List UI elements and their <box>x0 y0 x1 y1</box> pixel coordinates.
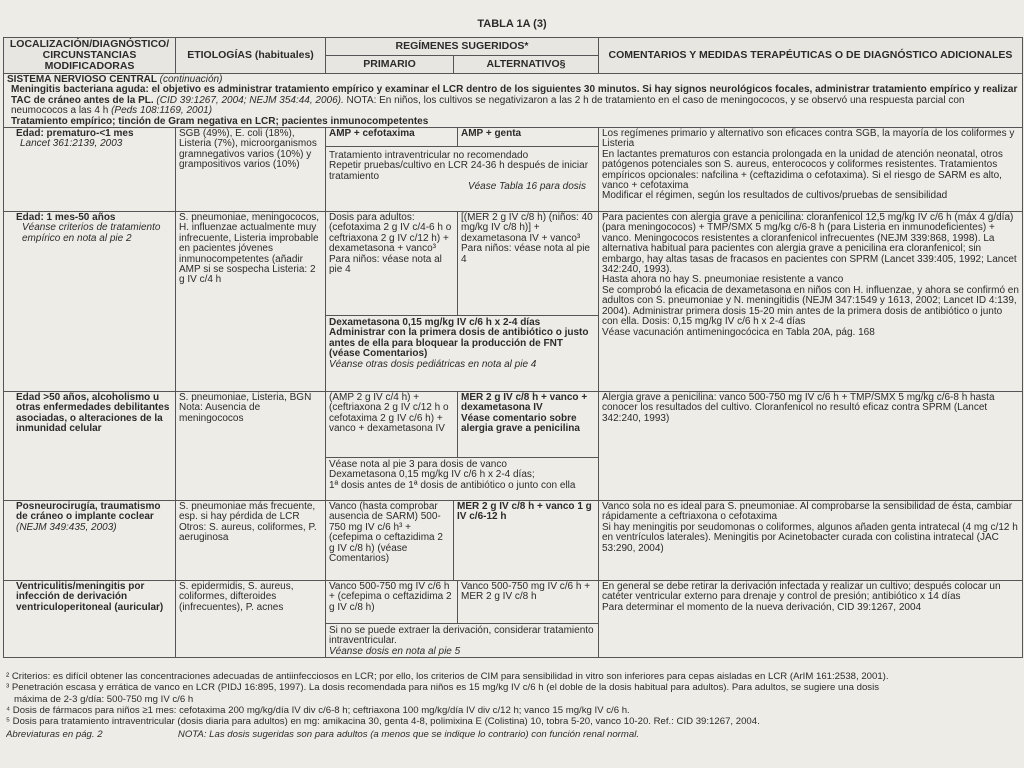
table-row <box>4 212 1023 392</box>
row-etiology: S. epidermidis, S. aureus, coliformes, difteroides (infrecuentes), P. acnes <box>176 581 326 658</box>
row-circumstance: Ventriculitis/meningitis por infección de derivación ventriculoperitoneal (auricular) <box>16 581 164 613</box>
row-shared-regimen: Si no se puede extraer la derivación, considerar tratamiento intraventricular. <box>329 625 594 647</box>
header-comments: COMENTARIOS Y MEDIDAS TERAPÉUTICAS O DE DIAGNÓSTICO ADICIONALES <box>599 38 1023 74</box>
row-shared-regimen: Tratamiento intraventricular no recomendado Repetir pruebas/cultivo en LCR 24-36 h después de iniciar tratamiento <box>329 150 589 182</box>
row-comments: Alergia grave a penicilina: vanco 500-750 mg IV c/6 h + TMP/SMX 5 mg/kg c/6-8 h hasta conocer los resultados del cultivo. Cloranfenicol no resultó eficaz contra SPRM (Lancet 342:240, 1993) <box>599 392 1023 501</box>
table-row <box>4 128 1023 212</box>
row-comments: En general se debe retirar la derivación infectada y realizar un cultivo; después colocar un catéter ventricular externo para drenaje y control de presión; antibiótico x 14 días Para determinar el momento de la nueva derivación, CID 39:1267, 2004 <box>599 581 1023 658</box>
table-row <box>4 501 1023 581</box>
header-regimens: REGÍMENES SUGERIDOS* <box>326 38 599 56</box>
header-circumstances: LOCALIZACIÓN/DIAGNÓSTICO/ CIRCUNSTANCIAS MODIFICADORAS <box>4 38 176 74</box>
header-etiologies: ETIOLOGÍAS (habituales) <box>176 38 326 74</box>
row-comments: Para pacientes con alergia grave a penicilina: cloranfenicol 12,5 mg/kg IV c/6 h (máx 4 g/día) (para meningococos) + TMP/SMX 5 mg/kg c/6-8 h (para Listeria en inmunodeficientes) + vanco. Meningococos resistentes a cloranfenicol infrecuentes (NEJM 339:868, 1998). La alternativa habitual para pacientes con alergia grave a penicilina era cloranfenicol; sin embargo, hay altas tasas de fracasos en pacientes con SPRM (Lancet 339:405, 1992; Lancet 342:240, 1993). Hasta ahora no hay S. pneumoniae resistente a vanco Se comprobó la eficacia de dexametasona en niños con H. influenzae, y ahora se confirmó en adultos con S. pneumoniae y N. meningitidis (NEJM 347:1549 y 1613, 2002; Lancet ID 4:139, 2004). Administrar primera dosis 15-20 min antes de la primera dosis de antibiótico o junto con ella. Dosis: 0,15 mg/kg IV c/6 h x 2-4 días Véase vacunación antimeningocócica en Tabla 20A, pág. 168 <box>599 212 1023 392</box>
intro-subheading: Tratamiento empírico; tinción de Gram negativa en LCR; pacientes inmunocompetentes <box>11 115 429 127</box>
intro-text: Meningitis bacteriana aguda: el objetivo es administrar tratamiento empírico y examinar el LCR dentro de los siguientes 30 minutos. Si hay signos neurológicos focales, administrar tratamiento empírico y realizar TAC de cráneo antes de la PL. (CID 39:1267, 2004; NEJM 354:44, 2006). NOTA: En niños, los cultivos se negativizaron a las 2 h de tratamiento en el caso de meningococos, y se observó una respuesta parcial con neumococos a las 4 h (Peds 108:1169, 2001) Tratamiento empírico; tinción de Gram negativa en LCR; pacientes inmunocompetentes <box>11 84 1018 127</box>
row-shared-ref: Véase Tabla 16 para dosis <box>467 181 586 193</box>
bottom-note <box>6 729 1020 740</box>
header-primary: PRIMARIO <box>326 56 454 74</box>
row-alternative-regimen: [(MER 2 g IV c/8 h) (niños: 40 mg/kg IV c/8 h)] + dexametasona IV + vanco³ Para niños: véase nota al pie 4 <box>461 212 593 265</box>
row-circumstance: Edad: prematuro-<1 mes <box>16 128 134 140</box>
row-etiology: SGB (49%), E. coli (18%), Listeria (7%), microorganismos gramnegativos varios (10%) y grampositivos varios (10%) <box>176 128 326 212</box>
dosing-note: NOTA: Las dosis sugeridas son para adultos (a menos que se indique lo contrario) con función renal normal. <box>177 729 639 741</box>
row-circumstance: Edad >50 años, alcoholismo u otras enfermedades debilitantes asociadas, o alteraciones de la inmunidad celular <box>16 392 170 435</box>
row-shared-ref: Véanse dosis en nota al pie 5 <box>329 645 461 657</box>
footnote: ² Criterios: es difícil obtener las concentraciones adecuadas de antiinfecciosos en LCR; por ello, los criterios de CIM para sensibilidad in vitro son inferiores para cepas aisladas en LCR (ArIM 161:2538, 2001). <box>6 671 889 682</box>
therapy-table <box>3 37 1023 658</box>
row-primary-regimen: Vanco (hasta comprobar ausencia de SARM) 500-750 mg IV c/6 h³ + (cefepima o ceftazidima 2 g IV c/8 h) (véase Comentarios) <box>326 501 454 581</box>
row-comments: Vanco sola no es ideal para S. pneumoniae. Al comprobarse la sensibilidad de ésta, cambiar rápidamente a ceftriaxona o cefotaxima Si hay meningitis por seudomonas o coliformes, algunos añaden genta intratecal (4 mg c/12 h en ventrículos laterales). Meningitis por Acinetobacter curada con colistina intratecal (JAC 53:290, 2004) <box>599 501 1023 581</box>
footnotes <box>6 671 1020 741</box>
table-row <box>4 581 1023 658</box>
row-alternative-regimen: MER 2 g IV c/8 h + vanco 1 g IV c/6-12 h <box>454 501 599 581</box>
footnote: ³ Penetración escasa y errática de vanco en LCR (PIDJ 16:895, 1997). La dosis recomendada para niños es 15 mg/kg IV c/6 h (el doble de la dosis habitual para adultos). Para adultos, se sugiere una dosis <box>6 682 880 694</box>
row-etiology: S. pneumoniae, Listeria, BGN Nota: Ausencia de meningococos <box>176 392 326 501</box>
row-primary-regimen: AMP + cefotaxima <box>326 128 458 146</box>
row-comments: Los regímenes primario y alternativo son eficaces contra SGB, la mayoría de los coliformes y Listeria En lactantes prematuros con estancia prolongada en la unidad de atención neonatal, otros patógenos potenciales son S. aureus, enterococos y coliformes resistentes. Tratamientos empíricos opcionales: nafcilina + (ceftazidima o cefotaxima). Si el riesgo de SARM es alto, vanco + cefotaxima Modificar el régimen, según los resultados de cultivos/pruebas de sensibilidad <box>599 128 1023 212</box>
row-shared-ref: Véanse otras dosis pediátricas en nota al pie 4 <box>329 358 537 370</box>
row-note: Véanse criterios de tratamiento empírico en nota al pie 2 <box>22 222 161 244</box>
row-circumstance: Posneurocirugía, traumatismo de cráneo o implante coclear <box>16 501 161 523</box>
footnote: máxima de 2-3 g/día: 500-750 mg IV c/6 h <box>14 693 194 705</box>
row-reference: Lancet 361:2139, 2003 <box>20 138 123 150</box>
row-alternative-regimen: MER 2 g IV c/8 h + vanco + dexametasona IV Véase comentario sobre alergia grave a penicilina <box>461 392 588 435</box>
table-title: TABLA 1A (3) <box>477 18 547 30</box>
footnote: ⁵ Dosis para tratamiento intraventricular (dosis diaria para adultos) en mg: amikacina 30, genta 4-8, polimixina E (Colistina) 10, tobra 5-20, vanco 10-20. Ref.: CID 39:1267, 2004. <box>6 716 760 728</box>
row-alternative-regimen: AMP + genta <box>461 128 522 140</box>
header-alternative: ALTERNATIVO§ <box>454 56 599 74</box>
row-primary-regimen: (AMP 2 g IV c/4 h) + (ceftriaxona 2 g IV c/12 h o cefotaxima 2 g IV c/6 h) + vanco + dexametasona IV <box>326 392 458 457</box>
row-etiology: S. pneumoniae, meningococos, H. influenzae actualmente muy infrecuente, Listeria improbable en pacientes jóvenes inmunocompetentes (añadir AMP si se sospecha Listeria: 2 g IV c/4 h <box>176 212 326 392</box>
row-reference: (NEJM 349:435, 2003) <box>16 521 117 533</box>
row-circumstance: Edad: 1 mes-50 años <box>16 212 116 224</box>
row-alternative-regimen: Vanco 500-750 mg IV c/6 h + MER 2 g IV c/8 h <box>461 581 591 603</box>
section-intro-cell <box>4 74 1023 128</box>
footnote: ⁴ Dosis de fármacos para niños ≥1 mes: cefotaxima 200 mg/kg/día IV div c/6-8 h; ceftriaxona 100 mg/kg/día IV div c/12 h; vanco 15 mg/kg IV c/6 h. <box>6 704 630 716</box>
section-heading: SISTEMA NERVIOSO CENTRAL (continuación) <box>7 74 223 85</box>
abbreviations-note: Abreviaturas en pág. 2 <box>6 729 103 741</box>
row-etiology: S. pneumoniae más frecuente, esp. si hay pérdida de LCR Otros: S. aureus, coliformes, P. aeruginosa <box>176 501 326 581</box>
row-shared-regimen: Dexametasona 0,15 mg/kg IV c/6 h x 2-4 días Administrar con la primera dosis de antibiótico o justo antes de ella para bloquear la producción de FNT (véase Comentarios) <box>329 317 589 360</box>
row-primary-regimen: Dosis para adultos: (cefotaxima 2 g IV c/4-6 h o ceftriaxona 2 g IV c/12 h) + dexametasona + vanco³ Para niños: véase nota al pie 4 <box>326 212 458 315</box>
table-row <box>4 392 1023 501</box>
row-shared-regimen: Véase nota al pie 3 para dosis de vanco Dexametasona 0,15 mg/kg IV c/6 h x 2-4 días; 1ª dosis antes de 1ª dosis de antibiótico o junto con ella <box>329 459 576 491</box>
row-primary-regimen: Vanco 500-750 mg IV c/6 h + (cefepima o ceftazidima 2 g IV c/8 h) <box>326 581 458 623</box>
